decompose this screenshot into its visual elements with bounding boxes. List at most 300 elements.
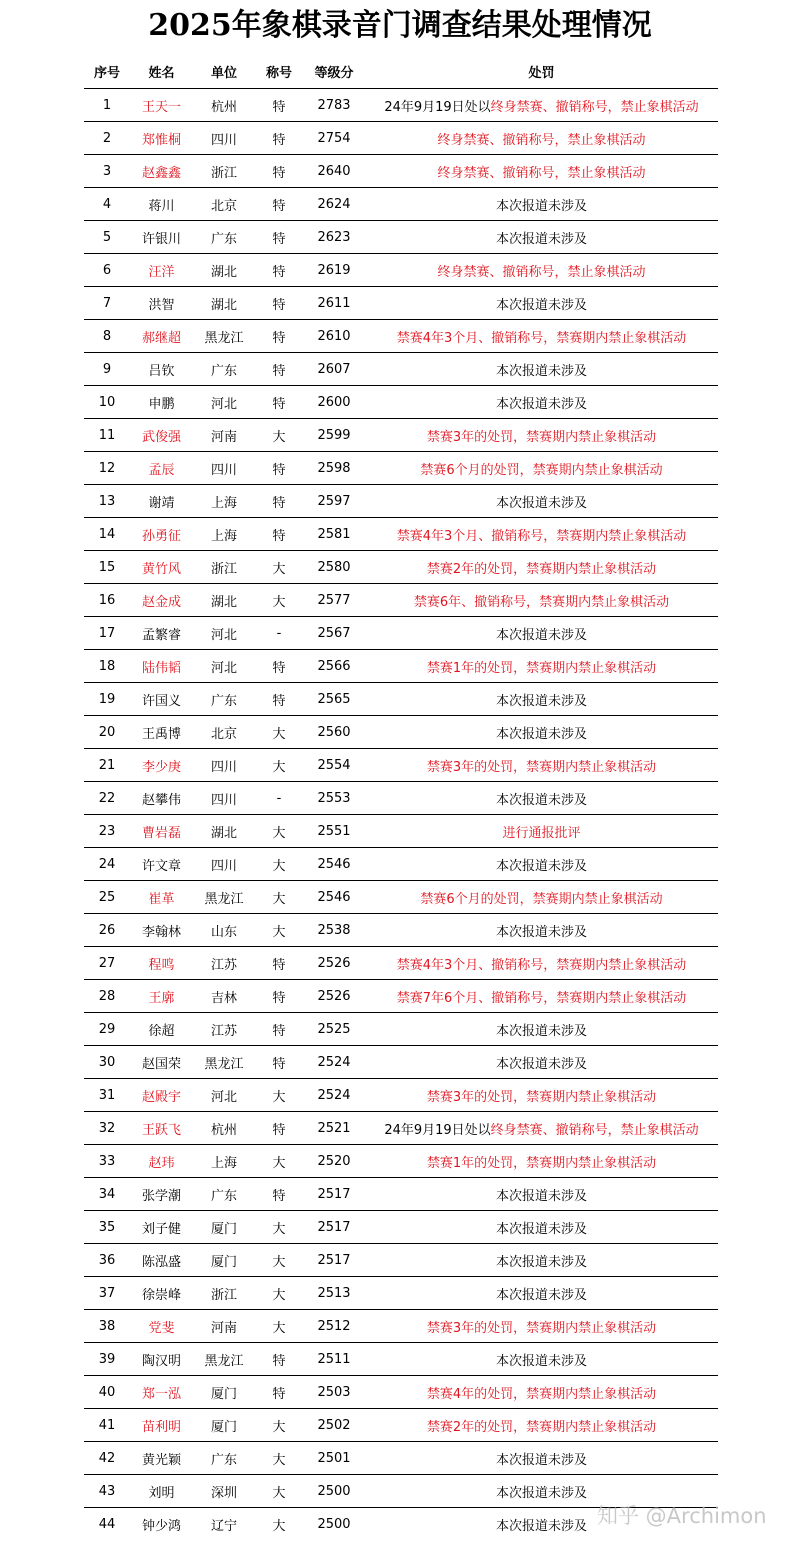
table-row xyxy=(84,980,718,1013)
cell-title: 大 xyxy=(255,1409,303,1442)
table-row xyxy=(84,1409,718,1442)
cell-title: 大 xyxy=(255,914,303,947)
penalty-text: 终身禁赛、撤销称号，禁止象棋活动 xyxy=(437,165,646,181)
cell-name: 申鹏 xyxy=(130,386,193,419)
cell-rating: 2501 xyxy=(303,1442,365,1475)
cell-penalty xyxy=(365,419,718,452)
penalty-text: 本次报道未涉及 xyxy=(495,1518,587,1534)
cell-index: 17 xyxy=(84,617,130,650)
cell-title: 大 xyxy=(255,881,303,914)
cell-unit: 黑龙江 xyxy=(193,1343,255,1376)
table-row xyxy=(84,848,718,881)
cell-rating: 2526 xyxy=(303,980,365,1013)
cell-title: 特 xyxy=(255,1376,303,1409)
table-row xyxy=(84,1046,718,1079)
table-row xyxy=(84,155,718,188)
cell-rating: 2500 xyxy=(317,1516,351,1532)
cell-unit: 广东 xyxy=(193,353,255,386)
table-row xyxy=(84,452,718,485)
header-row xyxy=(84,55,718,89)
cell-unit: 广东 xyxy=(193,221,255,254)
cell-index: 15 xyxy=(84,551,130,584)
cell-rating: 2500 xyxy=(303,1475,365,1508)
cell-rating: 2580 xyxy=(303,551,365,584)
cell-unit: 河北 xyxy=(193,617,255,650)
table-row xyxy=(84,1244,718,1277)
cell-index: 34 xyxy=(84,1178,130,1211)
cell-title: 特 xyxy=(255,122,303,155)
penalty-text: 本次报道未涉及 xyxy=(495,792,587,808)
cell-name: 赵玮 xyxy=(130,1145,193,1178)
page-title: 2025年象棋录音门调查结果处理情况 xyxy=(148,8,652,43)
cell-name: 郑一泓 xyxy=(130,1376,193,1409)
cell-name: 黄光颖 xyxy=(130,1442,193,1475)
cell-title: 大 xyxy=(255,716,303,749)
penalty-text: 终身禁赛、撤销称号，禁止象棋活动 xyxy=(490,99,699,115)
cell-unit: 江苏 xyxy=(193,947,255,980)
cell-index: 31 xyxy=(84,1079,130,1112)
table-row xyxy=(84,353,718,386)
penalty-text: 禁赛2年的处罚，禁赛期内禁止象棋活动 xyxy=(426,561,657,577)
cell-rating: 2566 xyxy=(303,650,365,683)
cell-name: 洪智 xyxy=(130,287,193,320)
cell-unit: 辽宁 xyxy=(210,1518,237,1534)
cell-title: 大 xyxy=(272,1518,286,1534)
table-row xyxy=(84,749,718,782)
cell-title: - xyxy=(255,617,303,650)
cell-unit: 广东 xyxy=(193,683,255,716)
penalty-text: 本次报道未涉及 xyxy=(495,1254,587,1270)
table-row xyxy=(84,650,718,683)
cell-penalty xyxy=(365,1046,718,1079)
cell-unit: 湖北 xyxy=(193,287,255,320)
cell-rating: 2525 xyxy=(303,1013,365,1046)
cell-name: 陈泓盛 xyxy=(130,1244,193,1277)
cell-rating: 2607 xyxy=(303,353,365,386)
cell-title: 大 xyxy=(255,1277,303,1310)
table-row xyxy=(84,485,718,518)
penalty-text: 本次报道未涉及 xyxy=(495,198,587,214)
cell-unit: 上海 xyxy=(193,518,255,551)
penalty-text: 禁赛1年的处罚，禁赛期内禁止象棋活动 xyxy=(426,1155,657,1171)
table-row xyxy=(84,1442,718,1475)
penalty-text: 本次报道未涉及 xyxy=(495,1353,587,1369)
cell-name: 崔革 xyxy=(130,881,193,914)
cell-name: 孟繁睿 xyxy=(130,617,193,650)
cell-unit: 河北 xyxy=(193,650,255,683)
cell-title: 特 xyxy=(255,188,303,221)
header-penalty: 处罚 xyxy=(365,55,718,89)
cell-index: 37 xyxy=(84,1277,130,1310)
cell-unit: 浙江 xyxy=(193,1277,255,1310)
cell-title: 特 xyxy=(255,221,303,254)
cell-unit: 厦门 xyxy=(193,1244,255,1277)
cell-index: 20 xyxy=(84,716,130,749)
table-row xyxy=(84,617,718,650)
cell-index: 18 xyxy=(84,650,130,683)
cell-name: 郑惟桐 xyxy=(130,122,193,155)
cell-unit: 上海 xyxy=(193,1145,255,1178)
table-row xyxy=(84,1112,718,1145)
cell-title: 特 xyxy=(255,1112,303,1145)
cell-name: 党斐 xyxy=(130,1310,193,1343)
cell-unit: 四川 xyxy=(193,452,255,485)
cell-unit: 厦门 xyxy=(193,1376,255,1409)
cell-name: 谢靖 xyxy=(130,485,193,518)
cell-rating: 2624 xyxy=(303,188,365,221)
cell-rating: 2611 xyxy=(303,287,365,320)
cell-name: 吕钦 xyxy=(130,353,193,386)
table-row xyxy=(84,1343,718,1376)
cell-index: 26 xyxy=(84,914,130,947)
cell-unit: 广东 xyxy=(193,1442,255,1475)
cell-penalty xyxy=(365,1310,718,1343)
penalty-text: 禁赛3年的处罚，禁赛期内禁止象棋活动 xyxy=(426,759,657,775)
cell-title: 大 xyxy=(255,1475,303,1508)
cell-unit: 河南 xyxy=(193,419,255,452)
cell-title: 大 xyxy=(255,1211,303,1244)
cell-title: - xyxy=(255,782,303,815)
cell-rating: 2560 xyxy=(303,716,365,749)
table-row xyxy=(84,551,718,584)
cell-rating: 2511 xyxy=(303,1343,365,1376)
cell-name: 赵鑫鑫 xyxy=(130,155,193,188)
cell-rating: 2513 xyxy=(303,1277,365,1310)
cell-index: 23 xyxy=(84,815,130,848)
cell-penalty xyxy=(365,518,718,551)
cell-unit: 湖北 xyxy=(193,584,255,617)
penalty-text: 本次报道未涉及 xyxy=(495,1452,587,1468)
table-row xyxy=(84,518,718,551)
cell-name: 赵金成 xyxy=(130,584,193,617)
cell-title: 大 xyxy=(255,1244,303,1277)
penalty-text: 本次报道未涉及 xyxy=(495,1023,587,1039)
penalty-prefix: 24年9月19日处以 xyxy=(384,99,491,115)
cell-penalty xyxy=(365,1442,718,1475)
cell-title: 大 xyxy=(255,815,303,848)
cell-index: 21 xyxy=(84,749,130,782)
cell-penalty xyxy=(365,1211,718,1244)
penalty-text: 本次报道未涉及 xyxy=(495,858,587,874)
cell-name: 赵殿宇 xyxy=(130,1079,193,1112)
cell-name: 蒋川 xyxy=(130,188,193,221)
cell-penalty xyxy=(365,815,718,848)
cell-penalty xyxy=(365,254,718,287)
cell-unit: 吉林 xyxy=(193,980,255,1013)
cell-unit: 北京 xyxy=(193,716,255,749)
table-row xyxy=(84,1211,718,1244)
cell-index: 41 xyxy=(84,1409,130,1442)
table-row xyxy=(84,188,718,221)
cell-index: 19 xyxy=(84,683,130,716)
cell-penalty xyxy=(365,122,718,155)
cell-title: 特 xyxy=(255,353,303,386)
penalty-text: 本次报道未涉及 xyxy=(495,726,587,742)
cell-index: 25 xyxy=(84,881,130,914)
cell-name: 曹岩磊 xyxy=(130,815,193,848)
cell-rating: 2553 xyxy=(303,782,365,815)
cell-unit: 四川 xyxy=(193,848,255,881)
penalty-text: 禁赛2年的处罚，禁赛期内禁止象棋活动 xyxy=(426,1419,657,1435)
header-index: 序号 xyxy=(84,55,130,89)
cell-penalty xyxy=(365,683,718,716)
penalty-prefix: 24年9月19日处以 xyxy=(384,1122,491,1138)
cell-index: 16 xyxy=(84,584,130,617)
penalty-text: 本次报道未涉及 xyxy=(495,1056,587,1072)
cell-index: 10 xyxy=(84,386,130,419)
header-unit: 单位 xyxy=(193,55,255,89)
cell-index: 36 xyxy=(84,1244,130,1277)
table-row xyxy=(84,1013,718,1046)
cell-title: 大 xyxy=(255,584,303,617)
cell-unit: 黑龙江 xyxy=(193,1046,255,1079)
cell-penalty xyxy=(365,1376,718,1409)
cell-index: 22 xyxy=(84,782,130,815)
table-row xyxy=(84,386,718,419)
cell-penalty xyxy=(365,650,718,683)
cell-name: 陆伟韬 xyxy=(130,650,193,683)
cell-name: 刘明 xyxy=(130,1475,193,1508)
penalty-text: 本次报道未涉及 xyxy=(495,1221,587,1237)
cell-rating: 2619 xyxy=(303,254,365,287)
penalty-text: 本次报道未涉及 xyxy=(495,297,587,313)
header-title: 称号 xyxy=(255,55,303,89)
cell-index: 43 xyxy=(84,1475,130,1508)
penalty-text: 禁赛4年3个月、撤销称号，禁赛期内禁止象棋活动 xyxy=(396,528,687,544)
cell-name: 苗利明 xyxy=(130,1409,193,1442)
cell-name: 武俊强 xyxy=(130,419,193,452)
cell-name: 孙勇征 xyxy=(130,518,193,551)
cell-name: 张学潮 xyxy=(130,1178,193,1211)
results-table xyxy=(84,55,718,1540)
cell-unit: 四川 xyxy=(193,749,255,782)
cell-unit: 广东 xyxy=(193,1178,255,1211)
cell-penalty xyxy=(365,551,718,584)
cell-rating: 2512 xyxy=(303,1310,365,1343)
table-row xyxy=(84,1079,718,1112)
cell-title: 特 xyxy=(255,1013,303,1046)
table-row xyxy=(84,815,718,848)
cell-index: 5 xyxy=(84,221,130,254)
cell-unit: 北京 xyxy=(193,188,255,221)
cell-unit: 四川 xyxy=(193,782,255,815)
cell-rating: 2521 xyxy=(303,1112,365,1145)
penalty-text: 禁赛6个月的处罚，禁赛期内禁止象棋活动 xyxy=(420,891,663,907)
cell-index: 24 xyxy=(84,848,130,881)
cell-penalty xyxy=(365,89,718,122)
cell-rating: 2502 xyxy=(303,1409,365,1442)
cell-rating: 2546 xyxy=(303,881,365,914)
cell-name: 钟少鸿 xyxy=(141,1518,181,1534)
table-row xyxy=(84,320,718,353)
cell-unit: 浙江 xyxy=(193,155,255,188)
cell-index: 6 xyxy=(84,254,130,287)
cell-name: 程鸣 xyxy=(130,947,193,980)
cell-unit: 河北 xyxy=(193,386,255,419)
cell-index: 35 xyxy=(84,1211,130,1244)
cell-name: 李少庚 xyxy=(130,749,193,782)
penalty-text: 禁赛3年的处罚，禁赛期内禁止象棋活动 xyxy=(426,1320,657,1336)
cell-unit: 杭州 xyxy=(193,89,255,122)
penalty-text: 禁赛4年3个月、撤销称号，禁赛期内禁止象棋活动 xyxy=(396,330,687,346)
cell-name: 王廓 xyxy=(130,980,193,1013)
cell-index: 40 xyxy=(84,1376,130,1409)
cell-index: 12 xyxy=(84,452,130,485)
cell-name: 孟辰 xyxy=(130,452,193,485)
cell-name: 黄竹风 xyxy=(130,551,193,584)
cell-title: 特 xyxy=(255,155,303,188)
penalty-text: 禁赛6年、撤销称号，禁赛期内禁止象棋活动 xyxy=(413,594,670,610)
cell-penalty xyxy=(365,914,718,947)
cell-unit: 河北 xyxy=(193,1079,255,1112)
cell-name: 许文章 xyxy=(130,848,193,881)
table-row xyxy=(84,89,718,122)
cell-index: 14 xyxy=(84,518,130,551)
cell-title: 大 xyxy=(255,749,303,782)
table-row xyxy=(84,1178,718,1211)
cell-title: 特 xyxy=(255,254,303,287)
table-row xyxy=(84,1145,718,1178)
penalty-text: 本次报道未涉及 xyxy=(495,396,587,412)
table-row xyxy=(84,782,718,815)
cell-penalty xyxy=(365,1079,718,1112)
cell-penalty xyxy=(365,221,718,254)
cell-rating: 2567 xyxy=(303,617,365,650)
cell-name: 徐崇峰 xyxy=(130,1277,193,1310)
cell-penalty xyxy=(365,1409,718,1442)
cell-penalty xyxy=(365,617,718,650)
cell-penalty xyxy=(365,716,718,749)
cell-index: 32 xyxy=(84,1112,130,1145)
cell-title: 特 xyxy=(255,1046,303,1079)
cell-unit: 厦门 xyxy=(193,1409,255,1442)
table-row xyxy=(84,1277,718,1310)
cell-title: 特 xyxy=(255,683,303,716)
cell-rating: 2546 xyxy=(303,848,365,881)
cell-index: 30 xyxy=(84,1046,130,1079)
cell-title: 特 xyxy=(255,980,303,1013)
cell-title: 特 xyxy=(255,386,303,419)
penalty-text: 本次报道未涉及 xyxy=(495,231,587,247)
cell-index: 29 xyxy=(84,1013,130,1046)
cell-title: 特 xyxy=(255,287,303,320)
cell-penalty xyxy=(365,848,718,881)
cell-penalty xyxy=(365,1112,718,1145)
cell-unit: 黑龙江 xyxy=(193,320,255,353)
cell-penalty xyxy=(365,1277,718,1310)
cell-penalty xyxy=(365,155,718,188)
cell-rating: 2526 xyxy=(303,947,365,980)
cell-unit: 深圳 xyxy=(193,1475,255,1508)
cell-unit: 浙江 xyxy=(193,551,255,584)
cell-rating: 2640 xyxy=(303,155,365,188)
cell-penalty xyxy=(365,320,718,353)
header-rating: 等级分 xyxy=(303,55,365,89)
cell-rating: 2517 xyxy=(303,1211,365,1244)
penalty-text: 禁赛7年6个月、撤销称号，禁赛期内禁止象棋活动 xyxy=(396,990,687,1006)
penalty-text: 本次报道未涉及 xyxy=(495,627,587,643)
cell-title: 特 xyxy=(255,452,303,485)
cell-name: 许国义 xyxy=(130,683,193,716)
cell-penalty xyxy=(365,947,718,980)
penalty-text: 进行通报批评 xyxy=(502,825,581,841)
cell-penalty xyxy=(365,452,718,485)
cell-rating: 2597 xyxy=(303,485,365,518)
cell-unit: 湖北 xyxy=(193,254,255,287)
cell-penalty xyxy=(365,749,718,782)
cell-name: 赵国荣 xyxy=(130,1046,193,1079)
penalty-text: 禁赛3年的处罚，禁赛期内禁止象棋活动 xyxy=(426,429,657,445)
cell-name: 刘子健 xyxy=(130,1211,193,1244)
cell-rating: 2598 xyxy=(303,452,365,485)
table-header xyxy=(84,55,718,89)
cell-index: 9 xyxy=(84,353,130,386)
cell-penalty xyxy=(365,485,718,518)
table-row xyxy=(84,287,718,320)
cell-title: 特 xyxy=(255,1343,303,1376)
cell-rating: 2554 xyxy=(303,749,365,782)
cell-name: 李翰林 xyxy=(130,914,193,947)
cell-title: 大 xyxy=(255,1310,303,1343)
table-row xyxy=(84,1310,718,1343)
cell-name: 许银川 xyxy=(130,221,193,254)
penalty-text: 禁赛1年的处罚，禁赛期内禁止象棋活动 xyxy=(426,660,657,676)
cell-penalty xyxy=(365,881,718,914)
cell-rating: 2599 xyxy=(303,419,365,452)
cell-rating: 2503 xyxy=(303,1376,365,1409)
cell-index: 1 xyxy=(84,89,130,122)
cell-penalty xyxy=(365,1178,718,1211)
cell-rating: 2517 xyxy=(303,1244,365,1277)
cell-title: 特 xyxy=(255,1178,303,1211)
cell-rating: 2565 xyxy=(303,683,365,716)
penalty-text: 终身禁赛、撤销称号，禁止象棋活动 xyxy=(437,264,646,280)
cell-unit: 杭州 xyxy=(193,1112,255,1145)
cell-title: 大 xyxy=(255,1442,303,1475)
cell-rating: 2581 xyxy=(303,518,365,551)
cell-index: 8 xyxy=(84,320,130,353)
cell-rating: 2783 xyxy=(303,89,365,122)
penalty-text: 本次报道未涉及 xyxy=(495,924,587,940)
cell-index: 28 xyxy=(84,980,130,1013)
cell-rating: 2524 xyxy=(303,1046,365,1079)
cell-name: 陶汉明 xyxy=(130,1343,193,1376)
table-body xyxy=(84,89,718,1541)
cell-title: 大 xyxy=(255,1079,303,1112)
cell-rating: 2600 xyxy=(303,386,365,419)
cell-index: 3 xyxy=(84,155,130,188)
watermark: 知乎 @Archimon xyxy=(597,1504,767,1528)
cell-penalty xyxy=(365,188,718,221)
cell-index: 11 xyxy=(84,419,130,452)
table-row xyxy=(84,716,718,749)
cell-unit: 上海 xyxy=(193,485,255,518)
cell-title: 特 xyxy=(255,485,303,518)
cell-title: 特 xyxy=(255,947,303,980)
cell-title: 特 xyxy=(255,518,303,551)
cell-penalty xyxy=(365,287,718,320)
cell-penalty xyxy=(365,584,718,617)
penalty-text: 本次报道未涉及 xyxy=(495,1485,587,1501)
cell-penalty xyxy=(365,782,718,815)
cell-penalty xyxy=(365,980,718,1013)
cell-unit: 黑龙江 xyxy=(193,881,255,914)
cell-title: 大 xyxy=(255,848,303,881)
cell-rating: 2610 xyxy=(303,320,365,353)
penalty-text: 禁赛3年的处罚，禁赛期内禁止象棋活动 xyxy=(426,1089,657,1105)
cell-index: 44 xyxy=(98,1516,116,1532)
cell-index: 7 xyxy=(84,287,130,320)
